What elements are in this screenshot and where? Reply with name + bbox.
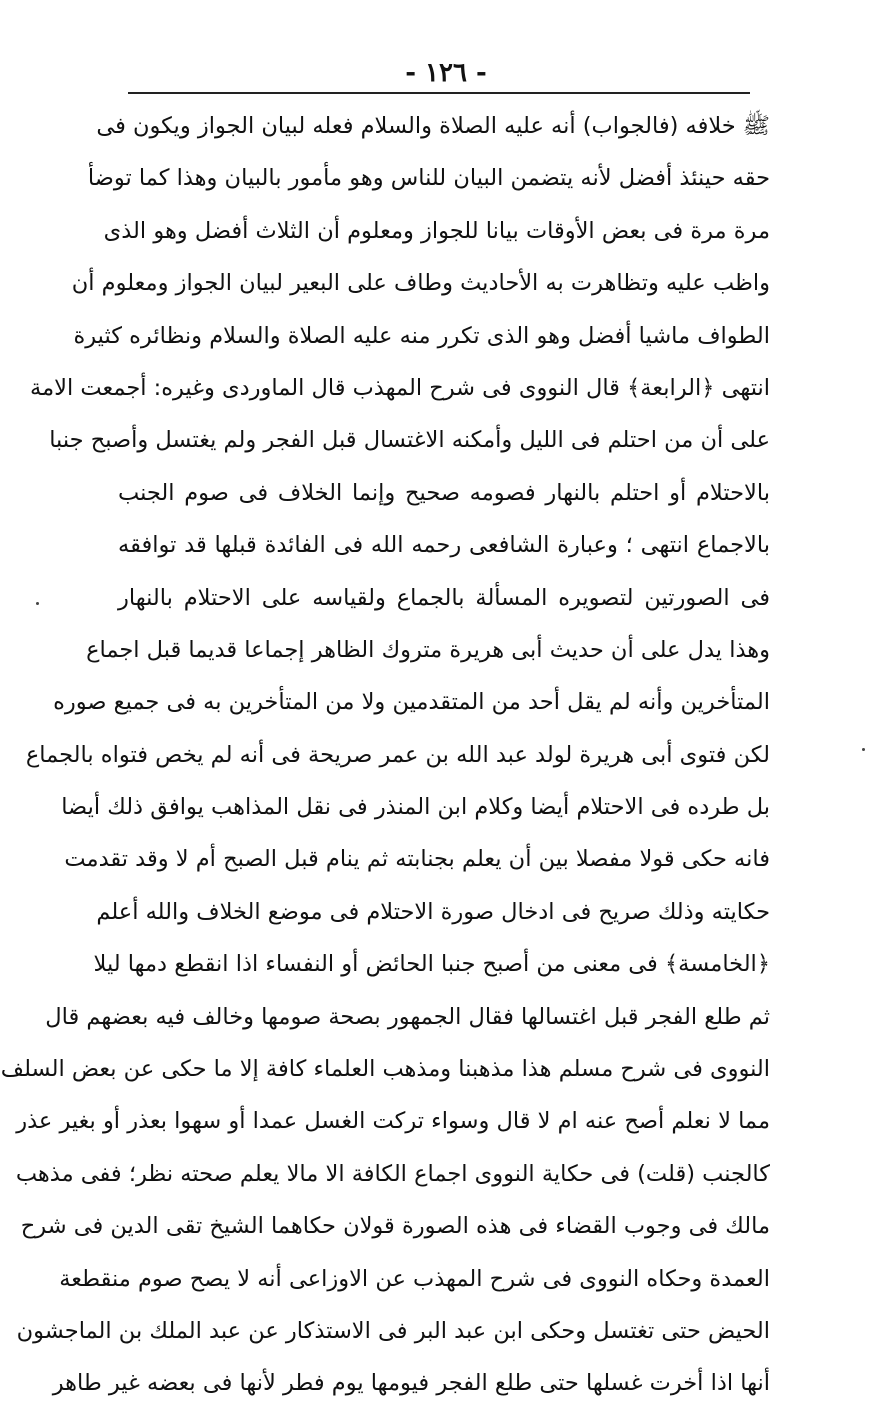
text-line: لكن فتوى أبى هريرة لولد عبد الله بن عمر صريحة فى أنه لم يخص فتواه بالجماع (25, 741, 770, 768)
text-line: حكايته وذلك صريح فى ادخال صورة الاحتلام فى موضع الخلاف والله أعلم (96, 898, 770, 925)
text-line: بل طرده فى الاحتلام أيضا وكلام ابن المنذر فى نقل المذاهب يوافق ذلك أيضا (61, 794, 770, 821)
text-line: النووى فى شرح مسلم هذا مذهبنا ومذهب العلماء كافة إلا ما حكى عن بعض السلف (0, 1056, 770, 1083)
text-line: حقه حينئذ أفضل لأنه يتضمن البيان للناس وهو مأمور بالبيان وهذا كما توضأ (87, 165, 770, 192)
text-line: مما لا نعلم أصح عنه ام لا قال وسواء تركت الغسل عمدا أو سهوا بعذر أو بغير عذر (16, 1108, 770, 1135)
text-line: وهذا يدل على أن حديث أبى هريرة متروك الظاهر إجماعا قديما قبل اجماع (86, 636, 770, 663)
text-line: فانه حكى قولا مفصلا بين أن يعلم بجنابته ثم ينام قبل الصبح أم لا وقد تقدمت (64, 846, 770, 873)
text-line: مرة مرة فى بعض الأوقات بيانا للجواز ومعلوم أن الثلاث أفضل وهو الذى (103, 217, 770, 244)
page-number: - ١٢٦ - (405, 58, 487, 88)
text-line: ﷺ خلافه (فالجواب) أنه عليه الصلاة والسلام فعله لبيان الجواز ويكون فى (96, 113, 770, 139)
text-line: ﴿الخامسة﴾ فى معنى من أصبح جنبا الحائض أو النفساء اذا انقطع دمها ليلا (93, 951, 770, 978)
body-text (0, 100, 770, 1410)
text-line: كالجنب (قلت) فى حكاية النووى اجماع الكافة الا مالا يعلم صحته نظر؛ ففى مذهب (15, 1160, 770, 1187)
scan-speck (862, 748, 865, 751)
text-line: الحيض حتى تغتسل وحكى ابن عبد البر فى الاستذكار عن عبد الملك بن الماجشون (16, 1317, 770, 1344)
text-line: العمدة وحكاه النووى فى شرح المهذب عن الاوزاعى أنه لا يصح صوم منقطعة (59, 1265, 770, 1292)
text-line: المتأخرين وأنه لم يقل أحد من المتقدمين ولا من المتأخرين به فى جميع صوره (53, 689, 770, 716)
text-line: بالاحتلام أو احتلم بالنهار فصومه صحيح وإنما الخلاف فى صوم الجنب (118, 479, 770, 506)
text-line: واظب عليه وتظاهرت به الأحاديث وطاف على البعير لبيان الجواز ومعلوم أن (71, 270, 770, 297)
header-rule (128, 92, 750, 94)
scan-speck (36, 602, 39, 605)
text-line: ثم طلع الفجر قبل اغتسالها فقال الجمهور بصحة صومها وخالف فيه بعضهم قال (45, 1003, 770, 1030)
text-line: أنها اذا أخرت غسلها حتى طلع الفجر فيومها يوم فطر لأنها فى بعضه غير طاهر (52, 1370, 770, 1397)
text-line: الطواف ماشيا أفضل وهو الذى تكرر منه عليه الصلاة والسلام ونظائره كثيرة (73, 322, 770, 349)
text-line: بالاجماع انتهى ؛ وعبارة الشافعى رحمه الله فى الفائدة قبلها قد توافقه (118, 532, 770, 559)
text-line: فى الصورتين لتصويره المسألة بالجماع ولقياسه على الاحتلام بالنهار (118, 584, 770, 611)
text-line: على أن من احتلم فى الليل وأمكنه الاغتسال قبل الفجر ولم يغتسل وأصبح جنبا (49, 427, 770, 454)
text-line: مالك فى وجوب القضاء فى هذه الصورة قولان حكاهما الشيخ تقى الدين فى شرح (20, 1213, 770, 1240)
text-line: انتهى ﴿الرابعة﴾ قال النووى فى شرح المهذب قال الماوردى وغيره: أجمعت الامة (30, 374, 770, 401)
